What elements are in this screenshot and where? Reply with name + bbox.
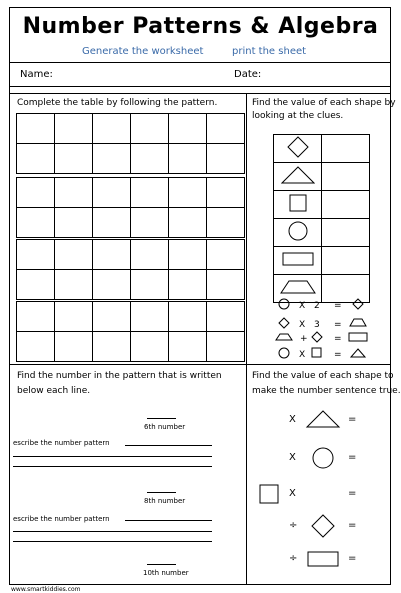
rectangle-icon <box>306 550 340 568</box>
clue-2-eq: = <box>334 320 342 330</box>
clue-1-eq: = <box>334 301 342 311</box>
blank-cell[interactable] <box>131 144 169 174</box>
generate-worksheet-link[interactable]: Generate the worksheet <box>82 46 204 57</box>
blank-cell[interactable] <box>55 208 93 238</box>
clue-2-op: X <box>299 320 306 330</box>
answer-blank[interactable] <box>147 418 176 419</box>
blank-cell[interactable] <box>207 240 245 270</box>
blank-cell[interactable] <box>207 178 245 208</box>
blank-cell[interactable] <box>17 240 55 270</box>
operator: X <box>289 488 296 499</box>
answer-line[interactable] <box>13 531 212 532</box>
blank-cell[interactable] <box>93 270 131 300</box>
blank-cell[interactable] <box>17 144 55 174</box>
clue-3-eq: = <box>334 334 342 344</box>
operator: X <box>289 414 296 425</box>
blank-cell[interactable] <box>169 332 207 362</box>
position-label: 8th number <box>144 497 186 505</box>
q3-instruction-line2: below each line. <box>17 386 91 396</box>
blank-cell[interactable] <box>131 178 169 208</box>
name-label: Name: <box>20 69 53 80</box>
footer-site: www.smartkiddies.com <box>11 586 81 593</box>
equals: = <box>348 452 357 463</box>
blank-cell[interactable] <box>207 144 245 174</box>
divider <box>9 93 391 94</box>
blank-cell[interactable] <box>55 240 93 270</box>
diamond-icon <box>287 136 309 158</box>
blank-cell[interactable] <box>17 208 55 238</box>
clue-1 <box>279 299 363 311</box>
circle-icon <box>279 348 289 358</box>
diamond-icon <box>279 318 289 328</box>
answer-line[interactable] <box>13 466 212 467</box>
answer-line[interactable] <box>13 456 212 457</box>
clues <box>274 297 374 361</box>
diamond-icon <box>353 299 363 309</box>
blank-cell[interactable] <box>55 332 93 362</box>
blank-cell[interactable] <box>207 208 245 238</box>
diamond-icon <box>311 514 335 538</box>
square-icon <box>312 348 321 357</box>
blank-cell[interactable] <box>17 270 55 300</box>
blank-cell[interactable] <box>169 178 207 208</box>
clue-2 <box>279 318 366 330</box>
blank-cell[interactable] <box>169 302 207 332</box>
equals: = <box>348 553 357 564</box>
rectangle-icon <box>349 333 367 341</box>
worksheet-title: Number Patterns & Algebra <box>22 14 379 39</box>
diamond-icon <box>312 332 322 342</box>
triangle-icon <box>305 409 341 429</box>
divider <box>9 86 391 87</box>
blank-cell[interactable] <box>169 114 207 144</box>
operator: ÷ <box>289 520 298 531</box>
trapezoid-icon <box>279 279 317 295</box>
triangle-icon <box>351 349 365 357</box>
shape-cell <box>274 247 322 275</box>
blank-cell[interactable] <box>207 270 245 300</box>
trapezoid-icon <box>276 334 292 340</box>
pattern-table-2 <box>16 177 245 238</box>
answer-blank[interactable] <box>147 492 176 493</box>
circle-icon <box>279 299 289 309</box>
blank-cell[interactable] <box>17 332 55 362</box>
equals: = <box>348 414 357 425</box>
blank-cell[interactable] <box>131 302 169 332</box>
shape-cell <box>274 163 322 191</box>
q2-instruction-line2: looking at the clues. <box>252 111 344 121</box>
answer-cell[interactable] <box>322 135 370 163</box>
clue-4-op: X <box>299 350 306 360</box>
divider <box>9 62 391 63</box>
pattern-table-3 <box>16 239 245 300</box>
clue-1-b: 2 <box>314 301 320 311</box>
answer-line[interactable] <box>125 520 212 521</box>
blank-cell[interactable] <box>169 208 207 238</box>
blank-cell[interactable] <box>131 208 169 238</box>
q4-instruction-line1: Find the value of each shape to <box>252 371 394 381</box>
pattern-table-1 <box>16 113 245 174</box>
position-label: 10th number <box>143 569 189 577</box>
blank-cell[interactable] <box>131 240 169 270</box>
answer-line[interactable] <box>125 445 212 446</box>
operator: X <box>289 452 296 463</box>
blank-cell[interactable] <box>93 114 131 144</box>
clue-4-eq: = <box>334 350 342 360</box>
shape-cell <box>274 219 322 247</box>
blank-cell[interactable] <box>93 302 131 332</box>
q1-instruction: Complete the table by following the pattern. <box>17 98 218 108</box>
blank-cell[interactable] <box>93 332 131 362</box>
clue-2-b: 3 <box>314 320 320 330</box>
pattern-table-4 <box>16 301 245 362</box>
q2-instruction-line1: Find the value of each shape by <box>252 98 396 108</box>
clue-3-op: + <box>300 334 308 344</box>
position-label: 6th number <box>144 423 186 431</box>
blank-cell[interactable] <box>131 114 169 144</box>
answer-blank[interactable] <box>147 564 176 565</box>
describe-label: escribe the number pattern <box>13 515 110 523</box>
clue-3 <box>276 332 367 344</box>
date-label: Date: <box>234 69 262 80</box>
shape-cell <box>274 135 322 163</box>
blank-cell[interactable] <box>93 240 131 270</box>
q3-instruction-line1: Find the number in the pattern that is written <box>17 371 222 381</box>
answer-cell[interactable] <box>322 191 370 219</box>
clue-1-op: X <box>299 301 306 311</box>
triangle-icon <box>281 165 315 185</box>
blank-cell[interactable] <box>207 302 245 332</box>
answer-cell[interactable] <box>322 219 370 247</box>
blank-cell[interactable] <box>93 144 131 174</box>
blank-cell[interactable] <box>55 178 93 208</box>
blank-cell[interactable] <box>131 270 169 300</box>
blank-cell[interactable] <box>17 114 55 144</box>
blank-cell[interactable] <box>169 270 207 300</box>
equals: = <box>348 488 357 499</box>
column-divider <box>246 93 247 585</box>
shape-cell <box>274 191 322 219</box>
rectangle-icon <box>281 251 315 267</box>
blank-cell[interactable] <box>93 178 131 208</box>
shape-value-table <box>273 134 370 303</box>
circle-icon <box>287 220 309 242</box>
blank-cell[interactable] <box>55 144 93 174</box>
blank-cell[interactable] <box>93 208 131 238</box>
describe-label: escribe the number pattern <box>13 439 110 447</box>
blank-cell[interactable] <box>131 332 169 362</box>
answer-cell[interactable] <box>322 163 370 191</box>
blank-cell[interactable] <box>55 302 93 332</box>
blank-cell[interactable] <box>169 144 207 174</box>
blank-cell[interactable] <box>55 270 93 300</box>
print-sheet-link[interactable]: print the sheet <box>232 46 307 57</box>
operator: ÷ <box>289 553 298 564</box>
answer-cell[interactable] <box>322 247 370 275</box>
blank-cell[interactable] <box>207 332 245 362</box>
square-icon <box>258 483 280 505</box>
blank-cell[interactable] <box>169 240 207 270</box>
clue-4 <box>279 348 365 360</box>
blank-cell[interactable] <box>207 114 245 144</box>
q4-instruction-line2: make the number sentence true. <box>252 386 401 396</box>
circle-icon <box>311 446 335 470</box>
blank-cell[interactable] <box>17 178 55 208</box>
answer-line[interactable] <box>13 541 212 542</box>
square-icon <box>288 193 308 213</box>
row-divider <box>9 364 391 365</box>
blank-cell[interactable] <box>17 302 55 332</box>
trapezoid-icon <box>350 319 366 326</box>
equals: = <box>348 520 357 531</box>
blank-cell[interactable] <box>55 114 93 144</box>
